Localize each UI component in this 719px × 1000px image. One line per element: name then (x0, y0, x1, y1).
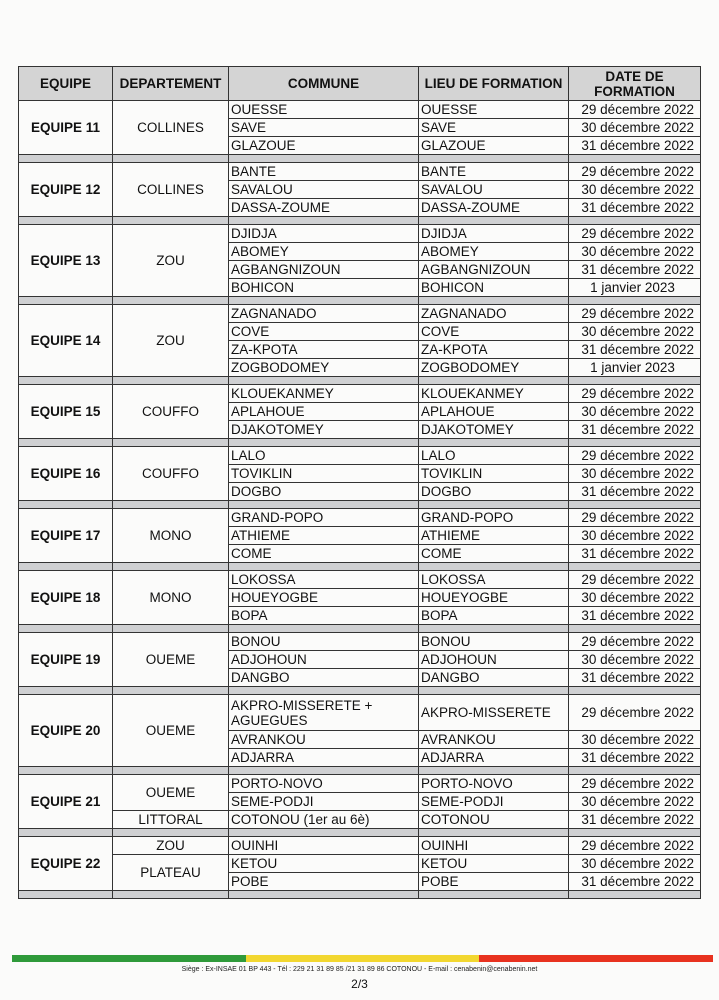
separator-cell (419, 767, 569, 775)
training-date: 31 décembre 2022 (569, 545, 701, 563)
table-row (19, 101, 701, 119)
training-location: DOGBO (419, 483, 569, 501)
separator-cell (19, 829, 113, 837)
department: COLLINES (113, 101, 229, 155)
training-location: ADJOHOUN (419, 651, 569, 669)
separator-cell (229, 625, 419, 633)
team-name: EQUIPE 20 (19, 695, 113, 767)
team-name: EQUIPE 11 (19, 101, 113, 155)
separator-cell (569, 767, 701, 775)
commune: DANGBO (229, 669, 419, 687)
training-date: 29 décembre 2022 (569, 385, 701, 403)
header-commune: COMMUNE (229, 67, 419, 101)
commune: SAVALOU (229, 181, 419, 199)
separator-cell (19, 217, 113, 225)
commune: KETOU (229, 855, 419, 873)
training-location: BANTE (419, 163, 569, 181)
training-date: 31 décembre 2022 (569, 811, 701, 829)
separator-row (19, 501, 701, 509)
department: OUEME (113, 633, 229, 687)
commune: BANTE (229, 163, 419, 181)
team-name: EQUIPE 21 (19, 775, 113, 829)
separator-cell (419, 217, 569, 225)
separator-cell (419, 439, 569, 447)
training-location: ZOGBODOMEY (419, 359, 569, 377)
separator-cell (569, 625, 701, 633)
table-row (19, 633, 701, 651)
commune: COME (229, 545, 419, 563)
training-date: 30 décembre 2022 (569, 465, 701, 483)
training-date: 29 décembre 2022 (569, 101, 701, 119)
commune: ZA-KPOTA (229, 341, 419, 359)
training-date: 31 décembre 2022 (569, 749, 701, 767)
table-header-row (19, 67, 701, 101)
commune: DJAKOTOMEY (229, 421, 419, 439)
separator-cell (113, 625, 229, 633)
training-date: 29 décembre 2022 (569, 225, 701, 243)
commune: AGBANGNIZOUN (229, 261, 419, 279)
separator-cell (113, 767, 229, 775)
separator-cell (19, 439, 113, 447)
separator-cell (19, 687, 113, 695)
separator-cell (419, 687, 569, 695)
training-date: 31 décembre 2022 (569, 341, 701, 359)
department: ZOU (113, 305, 229, 377)
commune: GLAZOUE (229, 137, 419, 155)
training-location: KETOU (419, 855, 569, 873)
training-date: 30 décembre 2022 (569, 243, 701, 261)
separator-cell (569, 563, 701, 571)
commune: PORTO-NOVO (229, 775, 419, 793)
training-date: 29 décembre 2022 (569, 695, 701, 731)
tricolor-flag-bar (12, 955, 713, 962)
training-location: COVE (419, 323, 569, 341)
training-location: OUINHI (419, 837, 569, 855)
footer-address: Siège : Ex-INSAE 01 BP 443 - Tél : 229 21 31 89 85 /21 31 89 86 COTONOU - E-mail : cenabenin@cenabenin.net (181, 966, 538, 973)
separator-cell (19, 155, 113, 163)
separator-cell (229, 297, 419, 305)
training-date: 1 janvier 2023 (569, 359, 701, 377)
separator-cell (19, 767, 113, 775)
training-location: AVRANKOU (419, 731, 569, 749)
flag-green (12, 955, 246, 962)
separator-row (19, 829, 701, 837)
training-date: 30 décembre 2022 (569, 403, 701, 421)
commune: HOUEYOGBE (229, 589, 419, 607)
department: COLLINES (113, 163, 229, 217)
training-date: 30 décembre 2022 (569, 855, 701, 873)
separator-cell (19, 297, 113, 305)
commune: AVRANKOU (229, 731, 419, 749)
separator-cell (113, 439, 229, 447)
team-name: EQUIPE 12 (19, 163, 113, 217)
flag-red (479, 955, 713, 962)
training-date: 31 décembre 2022 (569, 483, 701, 501)
training-location: DANGBO (419, 669, 569, 687)
separator-cell (19, 625, 113, 633)
separator-row (19, 155, 701, 163)
training-date: 29 décembre 2022 (569, 775, 701, 793)
separator-cell (229, 829, 419, 837)
training-date: 30 décembre 2022 (569, 119, 701, 137)
training-location: LALO (419, 447, 569, 465)
department: COUFFO (113, 447, 229, 501)
commune: BOHICON (229, 279, 419, 297)
training-location: SAVE (419, 119, 569, 137)
separator-row (19, 377, 701, 385)
separator-cell (113, 297, 229, 305)
training-location: GRAND-POPO (419, 509, 569, 527)
training-location: ZA-KPOTA (419, 341, 569, 359)
training-date: 30 décembre 2022 (569, 527, 701, 545)
commune: ZOGBODOMEY (229, 359, 419, 377)
separator-cell (569, 501, 701, 509)
team-name: EQUIPE 16 (19, 447, 113, 501)
table-row (19, 305, 701, 323)
header-departement: DEPARTEMENT (113, 67, 229, 101)
training-location: COTONOU (419, 811, 569, 829)
commune: COTONOU (1er au 6è) (229, 811, 419, 829)
table-row (19, 509, 701, 527)
commune: KLOUEKANMEY (229, 385, 419, 403)
commune: AKPRO-MISSERETE + AGUEGUES (229, 695, 419, 731)
commune: SEME-PODJI (229, 793, 419, 811)
training-date: 31 décembre 2022 (569, 261, 701, 279)
department: MONO (113, 571, 229, 625)
commune: APLAHOUE (229, 403, 419, 421)
table-row (19, 855, 701, 873)
training-date: 1 janvier 2023 (569, 279, 701, 297)
table-row (19, 225, 701, 243)
training-location: COME (419, 545, 569, 563)
team-name: EQUIPE 13 (19, 225, 113, 297)
training-location: ADJARRA (419, 749, 569, 767)
table-row (19, 447, 701, 465)
separator-row (19, 439, 701, 447)
team-name: EQUIPE 18 (19, 571, 113, 625)
separator-cell (229, 687, 419, 695)
commune: DJIDJA (229, 225, 419, 243)
training-date: 29 décembre 2022 (569, 633, 701, 651)
training-date: 30 décembre 2022 (569, 589, 701, 607)
training-location: AGBANGNIZOUN (419, 261, 569, 279)
training-location: HOUEYOGBE (419, 589, 569, 607)
team-name: EQUIPE 17 (19, 509, 113, 563)
training-location: SEME-PODJI (419, 793, 569, 811)
training-location: APLAHOUE (419, 403, 569, 421)
separator-cell (419, 377, 569, 385)
commune: ABOMEY (229, 243, 419, 261)
training-location: TOVIKLIN (419, 465, 569, 483)
separator-cell (113, 501, 229, 509)
separator-cell (113, 217, 229, 225)
flag-yellow (246, 955, 480, 962)
training-date: 30 décembre 2022 (569, 731, 701, 749)
training-schedule-table (18, 66, 701, 899)
separator-row (19, 563, 701, 571)
header-lieu: LIEU DE FORMATION (419, 67, 569, 101)
department: OUEME (113, 695, 229, 767)
separator-cell (569, 891, 701, 899)
separator-cell (229, 377, 419, 385)
separator-cell (229, 439, 419, 447)
department: LITTORAL (113, 811, 229, 829)
separator-cell (419, 563, 569, 571)
separator-cell (19, 891, 113, 899)
table-row (19, 811, 701, 829)
commune: ATHIEME (229, 527, 419, 545)
separator-row (19, 891, 701, 899)
commune: OUINHI (229, 837, 419, 855)
separator-cell (569, 439, 701, 447)
separator-cell (419, 829, 569, 837)
commune: GRAND-POPO (229, 509, 419, 527)
commune: ADJARRA (229, 749, 419, 767)
training-date: 30 décembre 2022 (569, 793, 701, 811)
team-name: EQUIPE 22 (19, 837, 113, 891)
training-location: ZAGNANADO (419, 305, 569, 323)
training-date: 29 décembre 2022 (569, 305, 701, 323)
separator-cell (229, 501, 419, 509)
training-date: 31 décembre 2022 (569, 669, 701, 687)
training-date: 30 décembre 2022 (569, 181, 701, 199)
training-location: OUESSE (419, 101, 569, 119)
header-date: DATE DE FORMATION (569, 67, 701, 101)
separator-cell (19, 563, 113, 571)
department: OUEME (113, 775, 229, 811)
training-date: 30 décembre 2022 (569, 323, 701, 341)
separator-cell (229, 155, 419, 163)
separator-cell (419, 501, 569, 509)
commune: OUESSE (229, 101, 419, 119)
separator-cell (113, 687, 229, 695)
department: ZOU (113, 837, 229, 855)
separator-cell (419, 155, 569, 163)
separator-cell (19, 377, 113, 385)
training-location: DJAKOTOMEY (419, 421, 569, 439)
separator-row (19, 767, 701, 775)
separator-cell (113, 891, 229, 899)
separator-cell (19, 501, 113, 509)
commune: LALO (229, 447, 419, 465)
training-location: KLOUEKANMEY (419, 385, 569, 403)
separator-cell (113, 377, 229, 385)
separator-row (19, 297, 701, 305)
separator-cell (569, 829, 701, 837)
training-date: 31 décembre 2022 (569, 199, 701, 217)
separator-cell (419, 625, 569, 633)
commune: ZAGNANADO (229, 305, 419, 323)
table-row (19, 385, 701, 403)
commune: SAVE (229, 119, 419, 137)
table-row (19, 695, 701, 731)
department: PLATEAU (113, 855, 229, 891)
separator-cell (229, 891, 419, 899)
team-name: EQUIPE 14 (19, 305, 113, 377)
separator-row (19, 687, 701, 695)
commune: BONOU (229, 633, 419, 651)
table-row (19, 571, 701, 589)
separator-cell (113, 829, 229, 837)
training-location: PORTO-NOVO (419, 775, 569, 793)
separator-cell (229, 217, 419, 225)
training-location: LOKOSSA (419, 571, 569, 589)
page-number: 2/3 (351, 977, 368, 991)
separator-cell (569, 377, 701, 385)
training-date: 31 décembre 2022 (569, 137, 701, 155)
training-date: 29 décembre 2022 (569, 571, 701, 589)
training-date: 31 décembre 2022 (569, 873, 701, 891)
training-date: 31 décembre 2022 (569, 607, 701, 625)
separator-cell (113, 155, 229, 163)
separator-cell (419, 891, 569, 899)
separator-cell (229, 767, 419, 775)
training-location: POBE (419, 873, 569, 891)
table-row (19, 775, 701, 793)
training-location: DJIDJA (419, 225, 569, 243)
separator-cell (229, 563, 419, 571)
training-location: AKPRO-MISSERETE (419, 695, 569, 731)
separator-cell (569, 217, 701, 225)
training-date: 31 décembre 2022 (569, 421, 701, 439)
training-location: BONOU (419, 633, 569, 651)
table-row (19, 837, 701, 855)
training-date: 30 décembre 2022 (569, 651, 701, 669)
department: COUFFO (113, 385, 229, 439)
header-equipe: EQUIPE (19, 67, 113, 101)
training-location: GLAZOUE (419, 137, 569, 155)
team-name: EQUIPE 19 (19, 633, 113, 687)
training-date: 29 décembre 2022 (569, 163, 701, 181)
separator-cell (569, 297, 701, 305)
commune: TOVIKLIN (229, 465, 419, 483)
commune: COVE (229, 323, 419, 341)
table-row (19, 163, 701, 181)
commune: LOKOSSA (229, 571, 419, 589)
training-date: 29 décembre 2022 (569, 447, 701, 465)
department: ZOU (113, 225, 229, 297)
separator-row (19, 217, 701, 225)
training-date: 29 décembre 2022 (569, 837, 701, 855)
training-date: 29 décembre 2022 (569, 509, 701, 527)
training-location: SAVALOU (419, 181, 569, 199)
department: MONO (113, 509, 229, 563)
team-name: EQUIPE 15 (19, 385, 113, 439)
separator-cell (419, 297, 569, 305)
commune: DOGBO (229, 483, 419, 501)
training-location: BOHICON (419, 279, 569, 297)
separator-cell (113, 563, 229, 571)
separator-row (19, 625, 701, 633)
training-location: ATHIEME (419, 527, 569, 545)
commune: BOPA (229, 607, 419, 625)
training-location: ABOMEY (419, 243, 569, 261)
separator-cell (569, 155, 701, 163)
commune: POBE (229, 873, 419, 891)
training-location: DASSA-ZOUME (419, 199, 569, 217)
training-location: BOPA (419, 607, 569, 625)
separator-cell (569, 687, 701, 695)
commune: DASSA-ZOUME (229, 199, 419, 217)
commune: ADJOHOUN (229, 651, 419, 669)
